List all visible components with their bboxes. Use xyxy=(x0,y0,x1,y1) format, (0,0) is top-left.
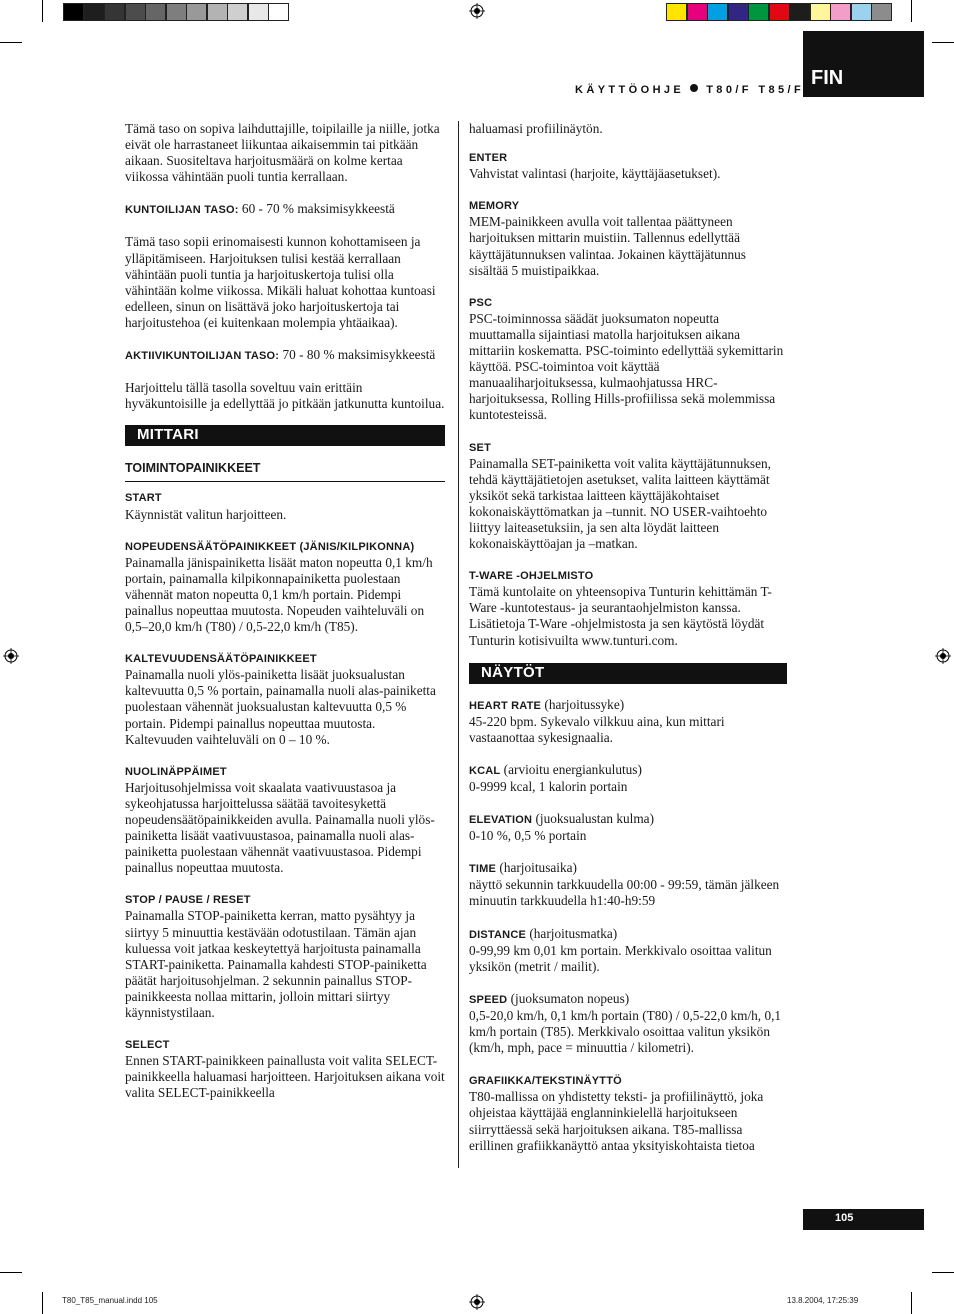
display-desc: (harjoitussyke) xyxy=(541,696,625,712)
item-text: Vahvistat valintasi (harjoite, käyttäjäasetukset). xyxy=(469,166,721,182)
display-item xyxy=(469,762,787,795)
display-item xyxy=(469,697,787,746)
display-title: TIME xyxy=(469,863,497,876)
display-heading xyxy=(469,1072,787,1089)
running-header xyxy=(575,84,804,96)
color-swatch xyxy=(728,3,749,21)
continuation-text: haluamasi profiilinäytön. xyxy=(469,121,603,136)
level-label: KUNTOILIJAN TASO: xyxy=(125,204,239,217)
color-swatch xyxy=(186,3,207,21)
crop-mark xyxy=(42,0,43,22)
level-description: Harjoittelu tällä tasolla soveltuu vain erittäin hyväkuntoisille ja edellyttää jo pitkään jatkunutta kuntoilua. xyxy=(125,380,445,412)
display-heading xyxy=(469,811,787,828)
display-heading xyxy=(469,762,787,779)
item-text: Tämä kuntolaite on yhteensopiva Tunturin kehittämän T-Ware -kuntotestaus- ja seurantaohjelmiston kanssa. Lisätietoja T-Ware -ohjelmistosta ja sen käytöstä löydät Tunturin kotisivuilta www.tunturi.com. xyxy=(469,584,772,648)
crop-mark xyxy=(0,42,22,43)
level-value: 70 - 80 % maksimisykkeestä xyxy=(279,347,436,363)
display-heading xyxy=(469,991,787,1008)
display-heading xyxy=(469,860,787,877)
item-title: START xyxy=(125,492,162,505)
language-tab xyxy=(803,31,924,97)
item-title: PSC xyxy=(469,296,493,309)
color-swatch xyxy=(104,3,125,21)
crop-mark xyxy=(932,42,954,43)
color-swatch xyxy=(63,3,84,21)
color-swatch xyxy=(871,3,892,21)
item-title: KALTEVUUDENSÄÄTÖPAINIKKEET xyxy=(125,653,317,666)
button-item xyxy=(125,490,445,522)
display-heading xyxy=(469,697,787,714)
right-column xyxy=(469,121,787,1154)
display-title: KCAL xyxy=(469,764,501,777)
display-text: 0-9999 kcal, 1 kalorin portain xyxy=(469,779,628,794)
color-swatch xyxy=(707,3,728,21)
crop-mark xyxy=(911,0,912,22)
bullet-icon xyxy=(690,84,698,92)
color-swatch xyxy=(125,3,146,21)
item-title: SET xyxy=(469,441,491,454)
color-swatch xyxy=(145,3,166,21)
header-title: KÄYTTÖOHJE xyxy=(575,84,685,96)
footer-filename: T80_T85_manual.indd 105 xyxy=(62,1296,158,1305)
display-text: T80-mallissa on yhdistetty teksti- ja profiilinäyttö, joka ohjeistaa käyttäjää englanninkielellä harjoitukseen siirryttäessä sekä harjoituksen aikana. T85-mallissa erillinen grafiikkanäyttö antaa yksityiskohtaista tietoa xyxy=(469,1089,764,1153)
level-value: 60 - 70 % maksimisykkeestä xyxy=(238,201,395,217)
button-item xyxy=(469,150,787,182)
color-swatch xyxy=(248,3,269,21)
registration-mark-icon xyxy=(935,648,951,664)
display-text: 0-10 %, 0,5 % portain xyxy=(469,828,587,844)
display-text: 0-99,99 km 0,01 km portain. Merkkivalo osoittaa valitun yksikön (metrit / mailit). xyxy=(469,942,772,974)
button-item xyxy=(469,295,787,424)
display-item xyxy=(469,811,787,844)
item-text: Ennen START-painikkeen painallusta voit valita SELECT-painikkeella haluamasi harjoitteen. Harjoituksen aikana voit valita SELECT-painikkeella xyxy=(125,1053,445,1101)
registration-mark-icon xyxy=(469,1294,485,1310)
display-item xyxy=(469,1072,787,1153)
left-column xyxy=(125,121,445,1102)
display-title: SPEED xyxy=(469,993,508,1006)
registration-mark-icon xyxy=(469,3,485,19)
level-aktiivi xyxy=(125,347,445,364)
item-title: SELECT xyxy=(125,1039,170,1052)
item-text: Harjoitusohjelmissa voit skaalata vaativuustasoa ja sykeohjatussa harjoittelussa säätää tavoitesykettä nopeudensäätöpainikkeiden avulla. Painamalla nuoli ylös-painiketta lisäät vaativuustasoa, painamalla nuoli alas-painiketta puolestaan vähennät vaativuustasoa. Pidempi painallus nopeuttaa muutosta. xyxy=(125,779,435,876)
color-swatch xyxy=(810,3,831,21)
page-number xyxy=(803,1209,924,1230)
color-swatch xyxy=(666,3,687,21)
display-title: GRAFIIKKA/TEKSTINÄYTTÖ xyxy=(469,1075,622,1088)
display-title: HEART RATE xyxy=(469,699,542,712)
color-swatch xyxy=(789,3,810,21)
color-swatch xyxy=(830,3,851,21)
level-kuntoilija xyxy=(125,201,445,218)
button-list xyxy=(469,150,787,649)
item-text: Painamalla jänispainiketta lisäät maton nopeutta 0,1 km/h portain, painamalla kilpikonnapainiketta puolestaan vähennät maton nopeutta 0,1 km/h portain. Pidempi painallus nopeuttaa muutosta. Nopeuden vaihteluväli on 0,5–20,0 km/h (T80) / 0,5-22,0 km/h (T85). xyxy=(125,554,433,635)
language-tab-label: FIN xyxy=(811,67,844,89)
color-swatch xyxy=(227,3,248,21)
subsection-title: TOIMINTOPAINIKKEET xyxy=(125,461,261,476)
button-item xyxy=(125,1037,445,1101)
display-item xyxy=(469,991,787,1056)
color-swatch xyxy=(268,3,289,21)
display-text: 45-220 bpm. Sykevalo vilkkuu aina, kun mittari vastaanottaa sykesignaalia. xyxy=(469,713,725,745)
column-divider xyxy=(458,121,459,1168)
display-item xyxy=(469,860,787,909)
item-title: T-WARE -OHJELMISTO xyxy=(469,570,594,583)
display-text: 0,5-20,0 km/h, 0,1 km/h portain (T80) / 0,5-22,0 km/h, 0,1 km/h portain (T85). Merkkivalo osoittaa valitun yksikön (km/h, mph, pace = minuuttia / kilometri). xyxy=(469,1007,782,1056)
color-swatch xyxy=(166,3,187,21)
item-text: Painamalla STOP-painiketta kerran, matto pysähtyy ja siirtyy 5 minuuttia kestävään odotustilaan. Tämän ajan kuluessa voit jatkaa keskeytettyä harjoitusta painamalla START-painiketta. Painamalla kahdesti STOP-painiketta päätät harjoitusohjelman. 2 sekunnin painallus STOP-painikkeesta nollaa mittarin, jolloin mittari siirtyy käynnistystilaan. xyxy=(125,908,427,1021)
section-title-mittari: MITTARI xyxy=(125,425,445,446)
display-desc: (juoksumaton nopeus) xyxy=(507,990,630,1006)
item-title: NOPEUDENSÄÄTÖPAINIKKEET (JÄNIS/KILPIKONNA) xyxy=(125,540,415,553)
display-text: näyttö sekunnin tarkkuudella 00:00 - 99:59, tämän jälkeen minuutin tarkkuudella h1:40-h9:59 xyxy=(469,877,780,909)
crop-mark xyxy=(911,1292,912,1314)
display-item xyxy=(469,926,787,975)
item-text: PSC-toiminnossa säädät juoksumaton nopeutta muuttamalla sijaintiasi matolla harjoituksen aikana mittariin koskematta. PSC-toiminto edellyttää sykemittarin käyttöä. PSC-toimintoa voit käyttää manuaaliharjoituksessa, kulmaohjatussa HRC-harjoituksessa, Rolling Hills-profiilissa sekä molemmissa kuntotesteissä. xyxy=(469,310,784,423)
color-swatch xyxy=(851,3,872,21)
footer-timestamp: 13.8.2004, 17:25:39 xyxy=(787,1296,859,1305)
display-desc: (harjoitusmatka) xyxy=(526,925,618,941)
intro-paragraph: Tämä taso on sopiva laihduttajille, toipilaille ja niille, jotka eivät ole harrastaneet liikuntaa aikaisemmin tai pitkään aikaan. Suositeltava harjoitusmäärä on kolme kertaa viikossa vähintään puoli tuntia kerrallaan. xyxy=(125,121,440,185)
button-item xyxy=(125,892,445,1021)
color-swatch xyxy=(748,3,769,21)
item-title: MEMORY xyxy=(469,200,520,213)
button-item xyxy=(469,440,787,553)
color-swatch xyxy=(687,3,708,21)
button-list xyxy=(125,490,445,1101)
button-item xyxy=(125,651,445,748)
color-swatch xyxy=(769,3,790,21)
display-desc: (harjoitusaika) xyxy=(496,860,577,876)
crop-mark xyxy=(42,1292,43,1314)
item-text: Painamalla SET-painiketta voit valita käyttäjätunnuksen, tehdä käyttäjätietojen asetukset, valita laitteen käyttämät yksiköt sekä tarkistaa laitteen käyttäjäkohtaiset kokonaiskäyttömatkan ja –tunnit. NO USER-vaihtoehto liittyy laiteasetuksiin, ja sen alta löydät laitteen kokonaiskäyttöajan ja –matkan. xyxy=(469,455,771,552)
color-swatch xyxy=(84,3,105,21)
item-title: STOP / PAUSE / RESET xyxy=(125,894,251,907)
item-title: ENTER xyxy=(469,152,508,165)
display-heading xyxy=(469,926,787,943)
crop-mark xyxy=(932,1272,954,1273)
registration-mark-icon xyxy=(3,648,19,664)
display-list xyxy=(469,697,787,1154)
header-model: T80/F T85/F xyxy=(706,84,805,96)
button-item xyxy=(125,764,445,877)
color-swatch xyxy=(207,3,228,21)
button-item xyxy=(469,568,787,648)
item-title: NUOLINÄPPÄIMET xyxy=(125,765,227,778)
level-label: AKTIIVIKUNTOILIJAN TASO: xyxy=(125,350,280,363)
item-text: Käynnistät valitun harjoitteen. xyxy=(125,506,287,522)
button-item xyxy=(125,539,445,636)
display-desc: (arvioitu energiankulutus) xyxy=(500,761,642,777)
item-text: Painamalla nuoli ylös-painiketta lisäät juoksualustan kaltevuutta 0,5 % portain, painamalla nuoli alas-painiketta puolestaan vähennät juoksualustan kaltevuutta 0,5 % portain. Pidempi painallus nopeuttaa muutosta. Kaltevuuden vaihteluväli on 0 – 10 %. xyxy=(125,667,436,747)
display-title: ELEVATION xyxy=(469,814,533,827)
page-number-label: 105 xyxy=(835,1212,854,1224)
item-text: MEM-painikkeen avulla voit tallentaa päättyneen harjoituksen mittarin muistiin. Tallennus edellyttää käyttäjätunnuksen valintaa. Jokainen käyttäjätunnus sisältää 5 muistipaikkaa. xyxy=(469,214,746,278)
display-desc: (juoksualustan kulma) xyxy=(532,811,654,827)
button-item xyxy=(469,198,787,278)
display-title: DISTANCE xyxy=(469,928,527,941)
level-description: Tämä taso sopii erinomaisesti kunnon kohottamiseen ja ylläpitämiseen. Harjoituksen tulisi kestää kerrallaan vähintään puoli tuntia ja harjoituskertoja tulisi olla vähintään kolme viikossa. Mikäli haluat kohottaa kuntoasi edelleen, sinun on lisättävä joko harjoituskertoja tai harjoitustehoa (ei kuitenkaan molempia yhtäaikaa). xyxy=(125,234,436,330)
crop-mark xyxy=(0,1272,22,1273)
section-title-naytot: NÄYTÖT xyxy=(469,663,787,684)
